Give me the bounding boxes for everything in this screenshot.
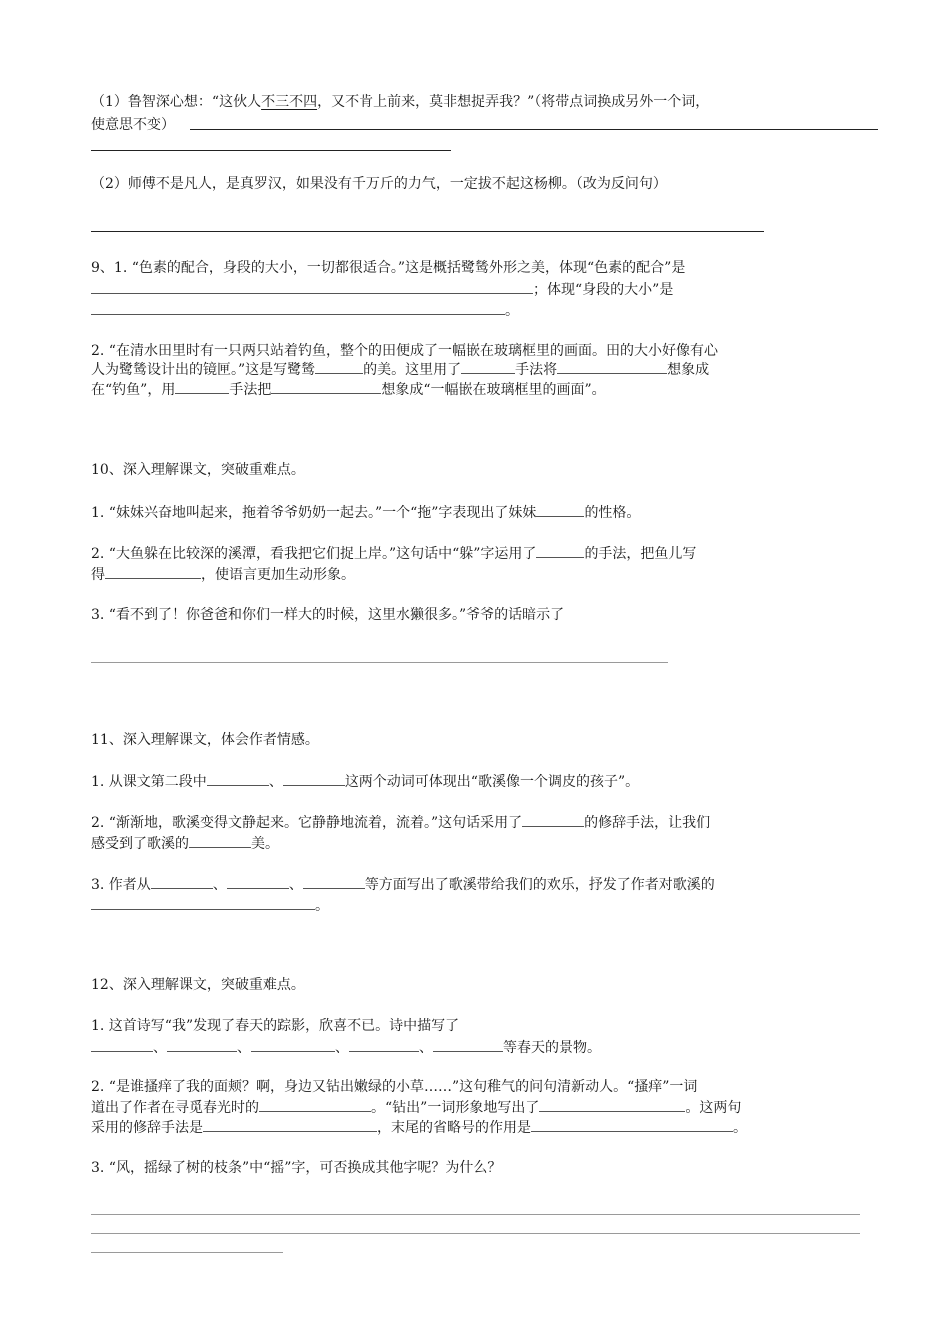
q11-item2-text-c: 感受到了歌溪的 <box>91 836 189 852</box>
q12-item1-sep-4: 、 <box>419 1040 433 1056</box>
q12-item2-text-d: 。这两句 <box>685 1100 742 1116</box>
q12-item1-sep-3: 、 <box>335 1040 349 1056</box>
q9-item2-blank-4[interactable] <box>175 380 229 394</box>
q10-item1-text: 1. “妹妹兴奋地叫起来，拖着爷爷奶奶一起去。”一个“拖”字表现出了妹妹 <box>91 505 537 521</box>
q9-item2-blank-5[interactable] <box>271 380 381 394</box>
q8-item1-text: （1）鲁智深心想：“这伙人 <box>91 94 262 110</box>
q10-item2-line1 <box>91 544 696 563</box>
q11-item2-line1 <box>91 813 710 832</box>
q8-item1-line2 <box>91 116 175 134</box>
q11-heading-text: 11、深入理解课文，体会作者情感。 <box>91 732 319 748</box>
q9-item2-text-f: 手法把 <box>229 382 272 398</box>
q12-item1-sep-1: 、 <box>153 1040 167 1056</box>
q11-heading <box>91 731 319 749</box>
q10-heading <box>91 461 305 479</box>
q8-item2-line <box>91 175 667 193</box>
q8-item1-text-cont: ，又不肯上前来，莫非想捉弄我？”（将带点词换成另外一个词， <box>317 94 710 110</box>
q10-item2-text-b: 的手法，把鱼儿写 <box>584 546 697 562</box>
q8-item2-text: （2）师傅不是凡人，是真罗汉，如果没有千万斤的力气，一定拔不起这杨柳。（改为反问句） <box>91 176 667 192</box>
q11-item3-sep-1: 、 <box>212 877 227 893</box>
q12-item1-blank-4[interactable] <box>349 1038 419 1052</box>
q11-item3-blank-3[interactable] <box>303 875 365 889</box>
q12-item2-line3 <box>91 1118 747 1137</box>
q12-item1-line1 <box>91 1017 459 1035</box>
q12-item2-text: 2. “是谁搔痒了我的面颊？啊，身边又钻出嫩绿的小草……”这句稚气的问句清新动人。“搔痒”一词 <box>91 1079 698 1095</box>
q9-item1-blank-2[interactable] <box>91 301 505 315</box>
q9-item2-text-d: 想象成 <box>667 362 710 378</box>
q12-item2-blank-4[interactable] <box>531 1118 733 1132</box>
q9-item2-text-a: 人为鹭鸶设计出的镜匣。”这是写鹭鸶 <box>91 362 316 378</box>
q10-item1-text-end: 的性格。 <box>584 505 641 521</box>
q10-item2-text-c: 得 <box>91 567 105 583</box>
q11-item3-blank-4[interactable] <box>91 896 315 910</box>
q10-heading-text: 10、深入理解课文，突破重难点。 <box>91 462 305 478</box>
q10-item1-line <box>91 503 640 522</box>
q12-heading <box>91 976 305 994</box>
q12-item2-blank-2[interactable] <box>539 1098 685 1112</box>
q9-item1-text: 9、1. “色素的配合，身段的大小，一切都很适合。”这是概括鹭鸶外形之美，体现“色素的配合”是 <box>91 260 686 276</box>
q9-item1-line2 <box>91 280 673 299</box>
q9-item2-blank-1[interactable] <box>315 360 363 374</box>
q11-item3-text: 3. 作者从 <box>91 877 151 893</box>
q12-item2-text-f: ，末尾的省略号的作用是 <box>377 1120 531 1136</box>
q8-item1-line1 <box>91 93 709 111</box>
q11-item2-blank-2[interactable] <box>189 834 251 848</box>
q12-item1-text-end: 等春天的景物。 <box>503 1040 601 1056</box>
q12-heading-text: 12、深入理解课文，突破重难点。 <box>91 977 305 993</box>
q11-item2-text-d: 美。 <box>251 836 279 852</box>
q10-item2-text-d: ，使语言更加生动形象。 <box>201 567 355 583</box>
q11-item3-blank-2[interactable] <box>227 875 289 889</box>
q10-item3-line <box>91 606 564 624</box>
q12-item2-blank-1[interactable] <box>259 1098 371 1112</box>
q11-item2-blank-1[interactable] <box>522 813 584 827</box>
q11-item1-blank-1[interactable] <box>207 772 269 786</box>
q8-item1-marked-word: 不三不四 <box>261 94 318 110</box>
q11-item3-line2 <box>91 896 329 915</box>
q11-item3-blank-1[interactable] <box>151 875 213 889</box>
q8-item1-answer-line-1[interactable] <box>190 129 878 130</box>
q10-item1-blank[interactable] <box>536 503 584 517</box>
q12-item3-line <box>91 1159 501 1177</box>
q11-item1-blank-2[interactable] <box>283 772 345 786</box>
q11-item2-line2 <box>91 834 279 853</box>
q9-item2-line3 <box>91 380 606 399</box>
q10-item2-text: 2. “大鱼躲在比较深的溪潭，看我把它们捉上岸。”这句话中“躲”字运用了 <box>91 546 537 562</box>
q9-item2-text-e: 在“钓鱼”，用 <box>91 382 176 398</box>
q11-item2-text: 2. “渐渐地，歌溪变得文静起来。它静静地流着，流着。”这句话采用了 <box>91 815 523 831</box>
q12-item2-text-b: 道出了作者在寻觅春光时的 <box>91 1100 259 1116</box>
q12-item3-answer-line-3[interactable] <box>91 1252 283 1253</box>
q10-item3-text: 3. “看不到了！你爸爸和你们一样大的时候，这里水獭很多。”爷爷的话暗示了 <box>91 607 565 623</box>
q9-item2-line2 <box>91 360 709 379</box>
q10-item3-answer-line[interactable] <box>91 662 668 663</box>
q11-item3-text-b: 等方面写出了歌溪带给我们的欢乐，抒发了作者对歌溪的 <box>364 877 715 893</box>
q12-item1-blank-2[interactable] <box>167 1038 237 1052</box>
q12-item2-text-c: 。“钻出”一词形象地写出了 <box>371 1100 540 1116</box>
q12-item2-blank-3[interactable] <box>203 1118 377 1132</box>
q9-item1-line3 <box>91 301 519 320</box>
q12-item1-blank-5[interactable] <box>433 1038 503 1052</box>
q9-item2-blank-2[interactable] <box>461 360 515 374</box>
q12-item2-text-g: 。 <box>733 1120 747 1136</box>
q9-item2-text-c: 手法将 <box>515 362 558 378</box>
q10-item2-blank-1[interactable] <box>536 544 584 558</box>
q8-item2-answer-line[interactable] <box>91 231 764 232</box>
q10-item2-line2 <box>91 565 355 584</box>
q9-item2-text-g: 想象成“一幅嵌在玻璃框里的画面”。 <box>381 382 606 398</box>
q11-item3-period: 。 <box>315 898 329 914</box>
q12-item3-answer-line-2[interactable] <box>91 1233 860 1234</box>
q12-item1-text: 1. 这首诗写“我”发现了春天的踪影，欣喜不已。诗中描写了 <box>91 1018 460 1034</box>
q11-item2-text-b: 的修辞手法，让我们 <box>584 815 711 831</box>
q11-item3-sep-2: 、 <box>288 877 303 893</box>
q12-item2-line1 <box>91 1078 697 1096</box>
q11-item1-sep: 、 <box>268 774 283 790</box>
q11-item1-line <box>91 772 639 791</box>
q12-item3-answer-line-1[interactable] <box>91 1214 860 1215</box>
q9-item2-line1 <box>91 342 718 360</box>
q11-item1-text: 1. 从课文第二段中 <box>91 774 207 790</box>
q9-item2-blank-3[interactable] <box>557 360 667 374</box>
q12-item2-text-e: 采用的修辞手法是 <box>91 1120 203 1136</box>
q12-item1-line2 <box>91 1038 601 1057</box>
q9-item1-text-mid: ；体现“身段的大小”是 <box>533 282 674 298</box>
q9-item1-blank-1[interactable] <box>91 280 533 294</box>
q9-item2-text-b: 的美。这里用了 <box>363 362 462 378</box>
q12-item1-blank-3[interactable] <box>251 1038 335 1052</box>
q12-item1-sep-2: 、 <box>237 1040 251 1056</box>
q8-item1-answer-line-2[interactable] <box>91 150 451 151</box>
q12-item2-line2 <box>91 1098 741 1117</box>
q12-item1-blank-1[interactable] <box>91 1038 153 1052</box>
q9-item1-period: 。 <box>505 303 519 319</box>
q10-item2-blank-2[interactable] <box>105 565 201 579</box>
q9-item2-text: 2. “在清水田里时有一只两只站着钓鱼，整个的田便成了一幅嵌在玻璃框里的画面。田的大小好像有心 <box>91 343 718 359</box>
q12-item3-text: 3. “风，摇绿了树的枝条”中“摇”字，可否换成其他字呢？为什么？ <box>91 1160 502 1176</box>
q11-item1-text-end: 这两个动词可体现出“歌溪像一个调皮的孩子”。 <box>344 774 640 790</box>
q11-item3-line1 <box>91 875 715 894</box>
q9-item1-line1 <box>91 259 685 277</box>
q8-item1-instruction-end: 使意思不变） <box>91 117 175 133</box>
